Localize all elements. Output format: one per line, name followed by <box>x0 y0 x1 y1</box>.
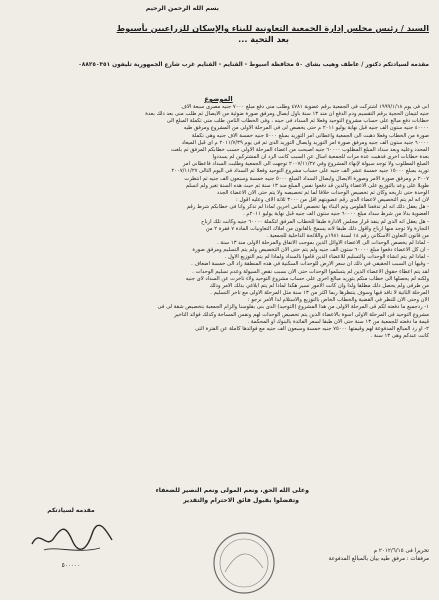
body-line: ٦٠٠٠٠ جنيه ستون ألف جنيه ومرفق صورة أمر التوريد وايصال التوريد الذى ثم فى يوم ٢٠١١/٧/٣٩ م اى قبل الميعاد <box>181 139 429 146</box>
body-line: التجارة ولا توجد منها أرباح وأقول ذلك طبقا لأنه يسمح بالقانون من أملاك التعاونيات المادة ٧ فقرة ٢ من <box>205 225 429 232</box>
body-line: - وقيها ان السبب الحقيقي في ذلك ان سعر الأرض للوحدات السكنية في هذه المنطقة زاد الى خمسة اضعاف . <box>191 261 429 268</box>
body-line: ٢٠٠٧ م ومرفق صورة الأمر وصورة الايصال وايصال السداد المبلغ ٥٠٠٠ جنيه خمسة وسبعون ألف جنيه ثم انتظرت <box>184 175 429 182</box>
body-line: - لماذا لم يتم انشاء الوحدات والتسليم للاعضاء الذين قاموا بالسداد ولماذا لم يتم التوزيع الأول . <box>224 254 429 261</box>
body-line: ٤٠٠٠٠ جنيه ستون ألف جنيه قبل نهاية يوليو ٢٠١١ م حتى يخصص لى فى المرحلة الأولى من المشروع ومرفق طيه <box>183 125 429 132</box>
body-line: كانت عندكم وهى ١٣ سنة . <box>370 333 429 339</box>
body-line: العضوية بدلا من شرط سداد مبلغ ٦٠٠٠٠ جنيه ستون ألف جنيه قبل نهاية يوليو ٢٠١١م . <box>243 211 429 218</box>
body-line: لأن انه لم يتم التخصيص لاعضاء الذى رقم عضويتهم اقل من ٣٠٠٠ ثلاثة آلاف وعليه أقول : <box>236 197 429 204</box>
body-line: - هل يعقل ذلك انه لم تدفعنا القلوس وتم البناء بها تخصص لناس آخرين لماذا لم تذكر وانا فى خطابكم شرط رقم <box>186 204 429 211</box>
body-line: من طرفى ولم يحصل ذلك مطلقا ولذا وان كانت الامور تسير هكذا لماذا لم يتم ابلاغي بذلك الامر وذلك <box>209 282 429 289</box>
body-line: خطابات دفع مبالغ على حساب مشروع التوحيد وفعلا ثم السداد فى حينه ، وفى الخطاب الثامن طلب منى تكملة المبلغ الى <box>166 118 429 125</box>
attachment-note: مرفقات : مرفق طيه بيان بالمبالغ المدفوعة <box>328 555 429 562</box>
subject-heading: الموضوع <box>204 95 233 103</box>
body-line: توريد بمبلغ ١٥٠٠٠ جنيه خمسة عشر ألف جنيه على حساب مشروع التوحيد وفعلا ثم السداد فى اليوم التالى ٢٠٠٧/١١/٢٧ <box>171 168 429 175</box>
body-line: لقد يتم اعطاء حقوق الاعضاء الذين لم يتسلموا الوحدات حتى الآن بسبب نقص السيولة وعدم تسليم الوحدات . <box>192 268 429 275</box>
body-line: الوحدة حتى تاريخه وكان ثم تخصيص الوحدات خلافا لما ثم تخصيصه ولا يتم حتى الآن الاعضاء الجدد <box>216 189 429 196</box>
footer-block <box>329 548 429 563</box>
body-line: جنيه لتيمان الحجية برقم التقسيم ودم الدفع ان مند ١٣ سنة باول ايصال ومرفق صورة ضوئية من الايصال ثم طلب منى بعد ذلك بعدة <box>145 111 429 118</box>
body-line: المحدد وعليه وبعد سداد المبلغ المطلوب ٦٠٠٠٠ جنيه اصبحت من اعضاء المرحلة الأولى حسب خطابكم المرفق ثم بلغت <box>171 146 429 153</box>
body-line: قيمة ما دفعته للجمعية من ١٣ سنة حتى الآن طبقا لسعر الفائدة بالبنوك أو المحكمة . <box>247 318 429 325</box>
body-line: - هل يعقل انه الذى لم ينفذ قرار مجلس الادارة طبقا للخطاب المرفق لتكملة ٦٠٠٠٠ جنيه وكانت تلك ارباح <box>201 218 429 225</box>
official-stamp <box>209 528 279 598</box>
body-line: صورة من الخطاب وفعلا ذهبت الى الجمعية واعطانى أمر التوريد بمبلغ ٥٠٠٠ جنيه خمسة آلاف جنيه وهى تكملة <box>191 132 429 139</box>
sender-line: مقدمه لسيادتكم دكتور / عاطف وهيب بشاى ٥٠ محافظة أسيوط - القنايم - القنايم غرب شارع الجمهورية تليفون ٠٨٨٢٥٠٣٥١ <box>78 62 429 68</box>
greeting-line: بعد التحية ... <box>238 34 289 44</box>
body-line: - لماذا لم يخصص الوحدات الى الاعضاء الأوائل الذين بموجب الاتفاق والمرحلة الأولى منذ ١٣ سنة . <box>217 239 429 246</box>
signature-block <box>26 507 116 570</box>
body-line: المرحلة الثانية لا نافذ فيها وسوف ينتظرها ربما أكثر من ١٣ سنة مثل المرحلة الأولى مع تأخر التسليم . <box>210 290 429 297</box>
body-line: ٢- او رد المبالغ المدفوعة لهم وقيمتها ٧٥٠٠٠ جنيه خمسة وسبعون ألف جنيه مع فوائدها كاملة عن الفترة التى <box>195 325 429 332</box>
body-line: انى فى يوم ١٩٩٩/١/١٨ اشتركت فى الجمعية برقم عضوية ٤٧٨١ وطلب منى دفع مبلغ ٧٠٠٠ جنيه مصرى سبعة آلاف <box>181 104 429 110</box>
body-paragraphs <box>8 104 429 340</box>
body-line: طويلا على وعد بالتوزيع على الاعضاء والذين قد دفعوا نفس المبلغ منذ ١٣ سنة ثم حيث هذه السنة تغير ولم اتسلم <box>185 182 429 189</box>
letter-body <box>8 76 429 340</box>
body-line: من قانون التعاون الاسكاني رقم ١٤ لسنة ١٩٨١م واللائحة الداخلية للجمعية . <box>266 232 429 239</box>
body-line: المبلغ المطلوب ولا توجد سيولة لإنهاء المشروع وفي ٢٠٠٧/١١/٢٧ توجهت الى الجمعية وطلبت السداد فاعطانى امر <box>182 161 429 168</box>
date-line: تحريرا فى ٢٠١٢/٦/١٥ م <box>373 548 429 554</box>
signature-ticker-text: ٥٠٠٠٠٠ <box>61 563 81 569</box>
closing-line-2: وتفضلوا بقبول فائق الاحترام والتقدير <box>183 497 299 504</box>
handwritten-signature <box>26 520 116 558</box>
body-line: ولكنه لم يحصلها الى خطاب منكم بتوريد مبالغ اخرى على حساب مشروع التوحيد ولاء تأخرت عن السداد لأى جنيه <box>185 275 429 282</box>
closing-line-1: وعلى الله الحق، ونعم المولى ونعم النصير للضعفاء <box>155 487 309 494</box>
body-line: بعدة خطابات اخرى فذهبت عدة مرات للجمعية اسأل عن السبب كانت الرد ان المشتركين لم يسددوا <box>212 154 429 161</box>
bismillah-header: بسم الله الرحمن الرحيم <box>145 5 219 12</box>
signature-label: مقدمه لسيادتكم <box>47 507 95 514</box>
body-line: مشروع التوحيد فى المرحلة الاولى اسوة بالاعضاء الذين يتم تخصيص الوحدات لهم ونفس المساحة وكذلك فوائد التأخير <box>174 311 429 318</box>
body-line: - ان كل الاعضاء دفعوا مبلغ ٦٠٠٠٠ ستون ألف جنيه ولم يتم حتى الآن التخصيص ولم يتم التسليم ومرفق صورة <box>192 247 429 254</box>
body-line: ١- ردجميع ما دفعته لكم فى المرحلة الأولى من هذا المشروع (التوحيد) الذى بنى بفلوسنا والزام الجمعية بتخصيص شقة لى فى <box>157 304 429 311</box>
body-line: الآن وحتى الآن للنظر في القضية والخطاب الخاص بالتوزيع والاستلام لذا الأمر نرجو : <box>247 297 429 304</box>
addressee-line: السيد / رئيس مجلس إدارة الجمعية التعاونية للبناء والإسكان للزراعيين بأسيوط <box>116 23 429 33</box>
